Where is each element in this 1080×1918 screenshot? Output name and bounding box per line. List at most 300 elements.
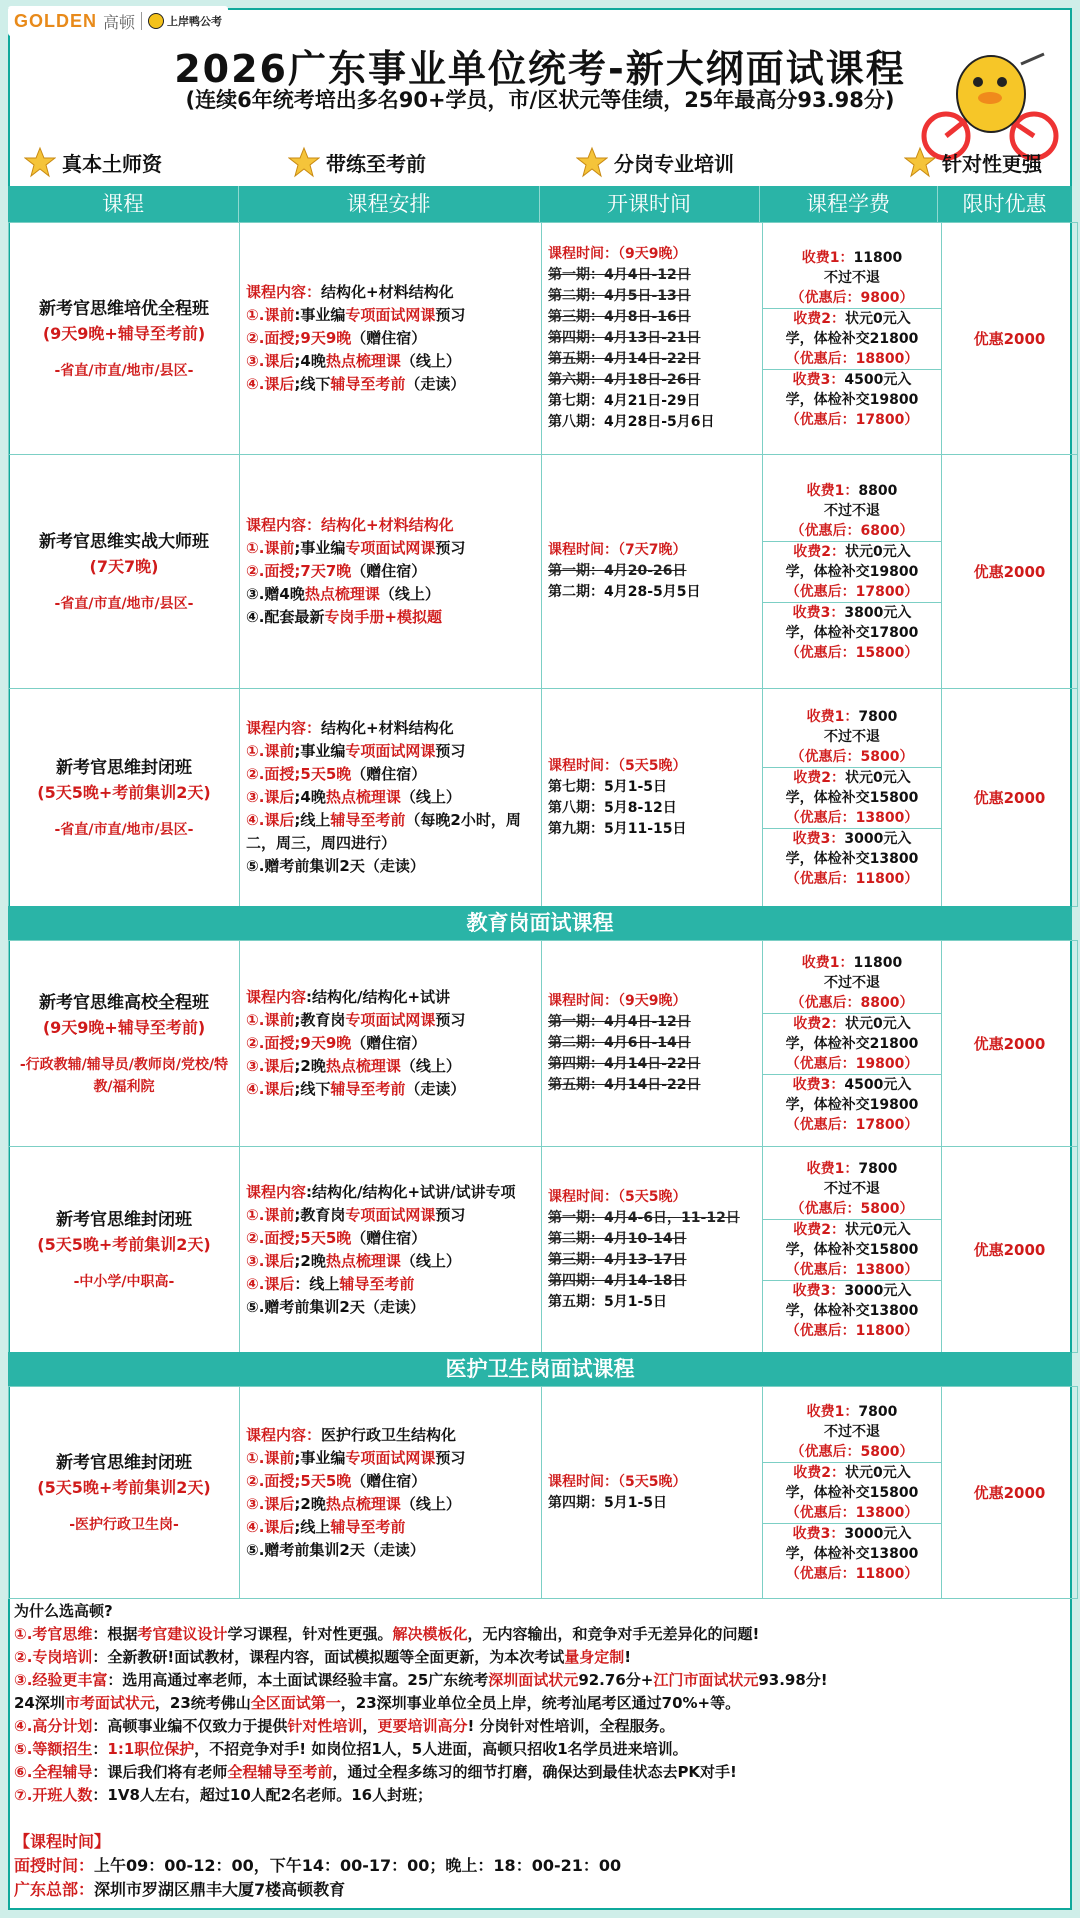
time-value: 上午09：00-12：00，下午14：00-17：00；晚上：18：00-21：00 — [94, 1856, 622, 1875]
course-name: 新考官思维实战大师班 — [39, 531, 209, 552]
time-line — [548, 391, 756, 412]
time-cell — [542, 1387, 763, 1599]
fee-condition: 学，体检补交15800 — [785, 1241, 919, 1258]
fee-value: 3000元入 — [844, 1282, 912, 1299]
course-name: 新考官思维封闭班 — [56, 1209, 192, 1230]
logo-badge-text: 上岸鸭公考 — [167, 15, 223, 28]
arrangement-tail: （每晚2小时，周二，周三，周四进行） — [246, 811, 521, 852]
why-text: ! 分岗针对性培训，全程服务。 — [467, 1717, 675, 1735]
course-row — [9, 1147, 1078, 1353]
arrangement-label: ③.课后 — [246, 1057, 295, 1075]
fee-line — [763, 481, 941, 501]
session-dates: 5月1-5日 — [604, 778, 668, 795]
time-title: 课程时间：（7天7晚） — [548, 542, 687, 558]
arrangement-cell — [240, 1387, 542, 1599]
feature-item — [24, 146, 162, 178]
fee-condition: 不过不退 — [824, 728, 880, 745]
arrangement-line — [246, 786, 535, 809]
fee-option — [763, 829, 941, 889]
arrangement-line — [246, 583, 535, 606]
fee-condition: 不过不退 — [824, 974, 880, 991]
arrangement-line — [246, 1516, 535, 1539]
fee-discounted: （优惠后：5800） — [790, 1443, 914, 1460]
arrangement-line — [246, 1250, 535, 1273]
time-list — [542, 244, 762, 433]
arrangement-line — [246, 809, 535, 855]
course-area: -省直/市直/地市/县区- — [54, 595, 194, 612]
fee-value: 状元0元入 — [845, 769, 911, 786]
arrangement-text: :结构化/结构化+试讲 — [306, 988, 451, 1006]
brand-logo — [8, 6, 228, 36]
time-title: 课程时间：（9天9晚） — [548, 993, 687, 1009]
fee-list — [763, 481, 941, 663]
arrangement-label: 课程内容 — [246, 988, 307, 1006]
fee-label: 收费2： — [793, 310, 845, 327]
arrangement-label: ③.课后 — [246, 1251, 295, 1270]
arrangement-cell — [240, 689, 542, 907]
column-header-course: 课程 — [8, 186, 239, 222]
arrangement-line — [246, 1227, 535, 1250]
arrangement-line — [246, 717, 535, 740]
why-highlight: 量身定制 — [564, 1648, 625, 1666]
why-highlight: 深圳面试状元 — [488, 1671, 579, 1689]
arrangement-highlight: 热点梳理课 — [304, 585, 380, 603]
arrangement-highlight: 专项面试网课 — [345, 1448, 436, 1467]
fee-cell — [763, 1147, 942, 1353]
fee-label: 收费3： — [792, 604, 845, 621]
fee-value: 状元0元入 — [845, 543, 911, 560]
fee-value: 11800 — [853, 249, 903, 266]
why-item — [14, 1784, 1064, 1807]
fee-option — [763, 1402, 941, 1463]
arrangement-highlight: ;7天7晚 — [294, 562, 352, 580]
arrangement-text: :结构化/结构化+试讲/试讲专项 — [306, 1182, 516, 1201]
why-heading: ⑤.等额招生 — [14, 1740, 93, 1758]
column-header-fee: 课程学费 — [759, 186, 938, 222]
session-dates: 4月18日-26日 — [604, 372, 701, 388]
fee-condition: 学，体检补交13800 — [785, 850, 919, 867]
time-line — [548, 265, 756, 286]
arrangement-tail: （走读） — [405, 375, 466, 393]
why-heading: ②.专岗培训 — [14, 1648, 93, 1666]
why-section — [14, 1600, 1064, 1807]
session-dates: 4月20-26日 — [604, 563, 687, 579]
arrangement-highlight: 专项面试网课 — [345, 1205, 436, 1224]
star-icon — [24, 146, 56, 178]
section-title-medical: 医护卫生岗面试课程 — [8, 1352, 1072, 1386]
course-name: 新考官思维封闭班 — [56, 757, 192, 778]
course-duration: (5天5晚+考前集训2天) — [37, 1477, 211, 1497]
fee-discounted: （优惠后：13800） — [785, 809, 919, 826]
why-text: 24深圳 — [14, 1694, 65, 1712]
session-period: 第五期： — [548, 1077, 604, 1093]
why-text: 92.76分+ — [578, 1671, 654, 1689]
fee-list — [763, 953, 941, 1135]
session-period: 第九期： — [548, 820, 604, 837]
arrangement-cell — [240, 1147, 542, 1353]
arrangement-line — [246, 350, 535, 373]
time-list — [542, 1472, 762, 1514]
arrangement-tail: （赠住宿） — [351, 1034, 427, 1052]
fee-option — [763, 1220, 941, 1281]
arrangement-highlight: 热点梳理课 — [325, 1251, 401, 1270]
fee-discounted: （优惠后：9800） — [790, 289, 914, 306]
session-dates: 4月10-14日 — [604, 1230, 687, 1247]
arrangement-text: ④.配套最新 — [246, 608, 325, 626]
session-period: 第六期： — [548, 372, 604, 388]
time-line — [548, 349, 756, 370]
arrangement-line — [246, 1032, 535, 1055]
session-dates: 4月4-6日，11-12日 — [604, 1209, 740, 1226]
fee-discounted: （优惠后：5800） — [790, 1200, 914, 1217]
course-duration: (7天7晚) — [89, 556, 159, 576]
hq-label: 广东总部： — [14, 1880, 95, 1899]
session-dates: 4月14日-22日 — [604, 351, 701, 367]
arrangement-text: ;线上 — [294, 811, 331, 829]
arrangement-text: 医护行政卫生结构化 — [321, 1425, 457, 1444]
fee-condition: 学，体检补交21800 — [785, 330, 919, 347]
arrangement-text: ⑤.赠考前集训2天（走读） — [246, 1297, 425, 1316]
fee-line — [763, 829, 941, 849]
course-row — [9, 941, 1078, 1147]
arrangement-highlight: 热点梳理课 — [325, 1057, 401, 1075]
arrangement-label: ④.课后 — [246, 1080, 295, 1098]
fee-condition: 不过不退 — [824, 502, 880, 519]
course-name: 新考官思维封闭班 — [56, 1452, 192, 1473]
time-list — [542, 540, 762, 603]
arrangement-label: ③.课后 — [246, 352, 295, 370]
arrangement-label: ②.面授 — [246, 765, 295, 783]
why-text: ，无内容输出，和竞争对手无差异化的问题! — [467, 1625, 760, 1643]
fee-label: 收费1： — [806, 708, 859, 725]
fee-label: 收费3： — [792, 1282, 845, 1299]
why-highlight: 考官建议设计 — [137, 1625, 228, 1643]
page-subtitle: (连续6年统考培出多名90+学员，市/区状元等佳绩，25年最高分93.98分) — [185, 88, 895, 112]
course-name: 新考官思维培优全程班 — [39, 298, 209, 319]
arrangement-label: ①.课前 — [246, 306, 295, 324]
arrangement-text: ;2晚 — [294, 1057, 326, 1075]
session-period: 第五期： — [548, 1293, 604, 1310]
arrangement-line — [246, 1470, 535, 1493]
course-row — [9, 223, 1078, 455]
fee-discounted: （优惠后：5800） — [790, 748, 914, 765]
arrangement-label: ④.课后 — [246, 1517, 295, 1536]
arrangement-label: ①.课前 — [246, 1205, 295, 1224]
session-period: 第四期： — [548, 1056, 604, 1072]
arrangement-text: ;线下 — [294, 375, 331, 393]
why-text: 93.98分! — [758, 1671, 828, 1689]
time-line — [548, 1250, 756, 1271]
arrangement-tail: （赠住宿） — [351, 329, 427, 347]
why-highlight: 江门市面试状元 — [653, 1671, 759, 1689]
arrangement-line — [246, 606, 535, 629]
course-duration: (5天5晚+考前集训2天) — [37, 1234, 211, 1254]
fee-option — [763, 481, 941, 542]
fee-value: 状元0元入 — [845, 1221, 911, 1238]
fee-line — [763, 248, 941, 268]
arrangement-line — [246, 1493, 535, 1516]
time-line — [548, 328, 756, 349]
fee-option — [763, 370, 941, 430]
arrangement-highlight: 热点梳理课 — [325, 1494, 401, 1513]
arrangement-highlight: ;9天9晚 — [294, 1034, 352, 1052]
arrangement-line — [246, 855, 535, 878]
arrangement-tail: 预习 — [435, 742, 466, 760]
time-list — [542, 991, 762, 1096]
fee-discounted: （优惠后：19800） — [785, 1055, 919, 1072]
time-line — [548, 1012, 756, 1033]
arrangement-highlight: 辅导至考前 — [330, 811, 406, 829]
session-period: 第五期： — [548, 351, 604, 367]
column-header-discount: 限时优惠 — [962, 192, 1047, 216]
course-area: -省直/市直/地市/县区- — [54, 362, 194, 379]
arrangement-line — [246, 327, 535, 350]
fee-line — [763, 707, 941, 727]
arrangement-text: ;2晚 — [294, 1494, 326, 1513]
arrangement-text: ;教育岗 — [294, 1011, 346, 1029]
arrangement-highlight: 专项面试网课 — [345, 742, 436, 760]
course-cell — [9, 455, 240, 689]
fee-label: 收费2： — [793, 769, 845, 786]
arrangement-line — [246, 1273, 535, 1296]
session-dates: 5月8-12日 — [604, 799, 677, 816]
session-period: 第八期： — [548, 414, 604, 430]
arrangement-line — [246, 1296, 535, 1319]
course-area: -行政教辅/辅导员/教师岗/党校/特教/福利院 — [19, 1056, 229, 1095]
session-period: 第四期： — [548, 1272, 604, 1289]
course-duration: (5天5晚+考前集训2天) — [37, 782, 211, 802]
fee-option — [763, 542, 941, 603]
why-item — [14, 1738, 1064, 1761]
arrangement-highlight: 辅导至考前 — [339, 1274, 415, 1293]
star-icon — [288, 146, 320, 178]
session-period: 第四期： — [548, 330, 604, 346]
arrangement-line — [246, 514, 535, 537]
time-line — [548, 1271, 756, 1292]
fee-label: 收费3： — [792, 1076, 845, 1093]
fee-label: 收费2： — [793, 543, 845, 560]
why-heading: ①.考官思维 — [14, 1625, 93, 1643]
logo-cn: 高顿 — [103, 12, 136, 32]
course-area: -省直/市直/地市/县区- — [54, 821, 194, 838]
fee-discounted: （优惠后：17800） — [785, 1116, 919, 1133]
fee-value: 状元0元入 — [845, 1015, 911, 1032]
arrangement-line — [246, 1009, 535, 1032]
session-dates: 5月1-5日 — [604, 1293, 668, 1310]
feature-list — [24, 146, 1064, 182]
discount-cell: 优惠2000 — [942, 1387, 1078, 1599]
table-header — [8, 186, 1072, 222]
arrangement-label: ②.面授 — [246, 1471, 295, 1490]
why-text: ：课后我们将有老师 — [92, 1763, 228, 1781]
arrangement-highlight: 辅导至考前 — [330, 375, 406, 393]
session-dates: 4月14日-22日 — [604, 1077, 701, 1093]
session-dates: 4月6日-14日 — [604, 1035, 691, 1051]
arrangement-highlight: 热点梳理课 — [325, 788, 401, 806]
course-area: -医护行政卫生岗- — [69, 1516, 179, 1533]
arrangement-label: ④.课后 — [246, 375, 295, 393]
arrangement-text: ⑤.赠考前集训2天（走读） — [246, 1540, 425, 1559]
session-dates: 4月4日-12日 — [604, 267, 691, 283]
arrangement-highlight: 专项面试网课 — [345, 1011, 436, 1029]
discount-cell: 优惠2000 — [942, 1147, 1078, 1353]
why-text: ：选用高通过率老师，本土面试课经验丰富。25广东统考 — [107, 1671, 489, 1689]
arrangement-text: ;事业编 — [294, 742, 346, 760]
fee-condition: 不过不退 — [824, 1180, 880, 1197]
fee-label: 收费1： — [806, 1403, 859, 1420]
arrangement-line — [246, 1078, 535, 1101]
fee-option — [763, 1463, 941, 1524]
arrangement-highlight: 专岗手册+模拟题 — [324, 608, 442, 626]
fee-line — [763, 542, 941, 562]
logo-divider — [141, 12, 142, 30]
time-title: 课程时间：（5天5晚） — [548, 757, 687, 774]
time-cell — [542, 689, 763, 907]
arrangement-text: ;4晚 — [294, 352, 326, 370]
time-line — [548, 1208, 756, 1229]
fee-condition: 学，体检补交17800 — [785, 624, 919, 641]
fee-condition: 学，体检补交15800 — [785, 1484, 919, 1501]
time-line — [548, 798, 756, 819]
fee-line — [763, 1159, 941, 1179]
fee-discounted: （优惠后：18800） — [785, 350, 919, 367]
arrangement-list — [240, 1181, 541, 1319]
fee-label: 收费1： — [801, 249, 854, 266]
fee-list — [763, 707, 941, 889]
fee-value: 状元0元入 — [845, 1464, 911, 1481]
why-text: ：1V8人左右，超过10人配2名老师。16人封班； — [92, 1786, 433, 1804]
arrangement-text: ③.赠4晚 — [246, 585, 305, 603]
fee-list — [763, 248, 941, 430]
why-text: ：高顿事业编不仅致力于提供 — [92, 1717, 288, 1735]
arrangement-label: ②.面授 — [246, 1228, 295, 1247]
fee-condition: 学，体检补交21800 — [785, 1035, 919, 1052]
fee-line — [763, 1220, 941, 1240]
course-cell — [9, 1147, 240, 1353]
time-title: 【课程时间】 — [14, 1832, 111, 1851]
feature-item — [288, 146, 426, 178]
fee-label: 收费1： — [806, 482, 859, 499]
fee-discounted: （优惠后：15800） — [785, 644, 919, 661]
time-cell — [542, 223, 763, 455]
arrangement-label: ①.课前 — [246, 1011, 295, 1029]
arrangement-list — [240, 717, 541, 878]
time-cell — [542, 455, 763, 689]
fee-label: 收费3： — [792, 371, 845, 388]
why-text: ：全新教研!面试教材，课程内容，面试模拟题等全面更新，为本次考试 — [92, 1648, 565, 1666]
session-dates: 4月8日-16日 — [604, 309, 691, 325]
time-line — [548, 561, 756, 582]
arrangement-label: ④.课后 — [246, 811, 295, 829]
fee-cell — [763, 1387, 942, 1599]
fee-label: 收费3： — [792, 830, 845, 847]
fee-line — [763, 1463, 941, 1483]
fee-line — [763, 603, 941, 623]
arrangement-list — [240, 1424, 541, 1562]
arrangement-tail: 预习 — [435, 1011, 466, 1029]
arrangement-text: ;教育岗 — [294, 1205, 346, 1224]
fee-line — [763, 1075, 941, 1095]
arrangement-line — [246, 1204, 535, 1227]
why-item — [14, 1692, 1064, 1715]
time-line — [548, 307, 756, 328]
why-heading: ⑦.开班人数 — [14, 1786, 93, 1804]
arrangement-tail: （线上） — [400, 352, 461, 370]
arrangement-highlight: ;9天9晚 — [294, 329, 352, 347]
arrangement-line — [246, 304, 535, 327]
session-period: 第三期： — [548, 1251, 604, 1268]
session-dates: 4月4日-12日 — [604, 1014, 691, 1030]
arrangement-tail: （线上） — [400, 1057, 461, 1075]
arrangement-highlight: 辅导至考前 — [330, 1080, 406, 1098]
why-heading: ④.高分计划 — [14, 1717, 93, 1735]
fee-value: 7800 — [858, 1403, 898, 1420]
time-label: 面授时间： — [14, 1856, 95, 1875]
fee-option — [763, 603, 941, 663]
why-highlight: 针对性培训 — [287, 1717, 363, 1735]
session-period: 第四期： — [548, 1494, 604, 1511]
fee-discounted: （优惠后：17800） — [785, 583, 919, 600]
fee-value: 11800 — [853, 954, 903, 971]
arrangement-label: ①.课前 — [246, 1448, 295, 1467]
session-period: 第一期： — [548, 563, 604, 579]
time-cell — [542, 941, 763, 1147]
why-highlight: 更要培训高分 — [377, 1717, 468, 1735]
arrangement-tail: （线上） — [400, 788, 461, 806]
fee-condition: 学，体检补交19800 — [785, 1096, 919, 1113]
star-icon — [576, 146, 608, 178]
fee-value: 4500元入 — [844, 1076, 912, 1093]
time-line — [14, 1854, 1064, 1878]
time-cell — [542, 1147, 763, 1353]
arrangement-line — [246, 537, 535, 560]
column-header-arrangement: 课程安排 — [238, 186, 540, 222]
feature-label: 针对性更强 — [942, 151, 1042, 176]
fee-condition: 学，体检补交13800 — [785, 1302, 919, 1319]
arrangement-text: ⑤.赠考前集训2天（走读） — [246, 857, 425, 875]
fee-list — [763, 1402, 941, 1584]
arrangement-cell — [240, 941, 542, 1147]
arrangement-highlight: 辅导至考前 — [330, 1517, 406, 1536]
arrangement-tail: 预习 — [435, 306, 466, 324]
session-dates: 4月13-17日 — [604, 1251, 687, 1268]
why-text: ! — [624, 1648, 632, 1666]
why-item — [14, 1715, 1064, 1738]
arrangement-tail: （赠住宿） — [351, 765, 427, 783]
fee-label: 收费3： — [792, 1525, 845, 1542]
session-period: 第二期： — [548, 1035, 604, 1051]
session-dates: 5月11-15日 — [604, 820, 687, 837]
arrangement-cell — [240, 455, 542, 689]
course-duration: (9天9晚+辅导至考前) — [42, 1017, 206, 1037]
fee-condition: 不过不退 — [824, 269, 880, 286]
fee-option — [763, 1014, 941, 1075]
hq-value: 深圳市罗湖区鼎丰大厦7楼高顿教育 — [94, 1880, 346, 1899]
course-cell — [9, 941, 240, 1147]
arrangement-tail: （赠住宿） — [351, 562, 427, 580]
why-item — [14, 1646, 1064, 1669]
why-text: ：根据 — [92, 1625, 138, 1643]
why-title: 为什么选高顿? — [14, 1602, 113, 1620]
fee-label: 收费2： — [793, 1464, 845, 1481]
arrangement-label: ③.课后 — [246, 788, 295, 806]
fee-value: 8800 — [858, 482, 898, 499]
time-line — [548, 1493, 756, 1514]
arrangement-highlight: 热点梳理课 — [325, 352, 401, 370]
why-text: ，通过全程多练习的细节打磨，确保达到最佳状态去PK对手! — [332, 1763, 737, 1781]
session-period: 第七期： — [548, 778, 604, 795]
fee-line — [763, 370, 941, 390]
